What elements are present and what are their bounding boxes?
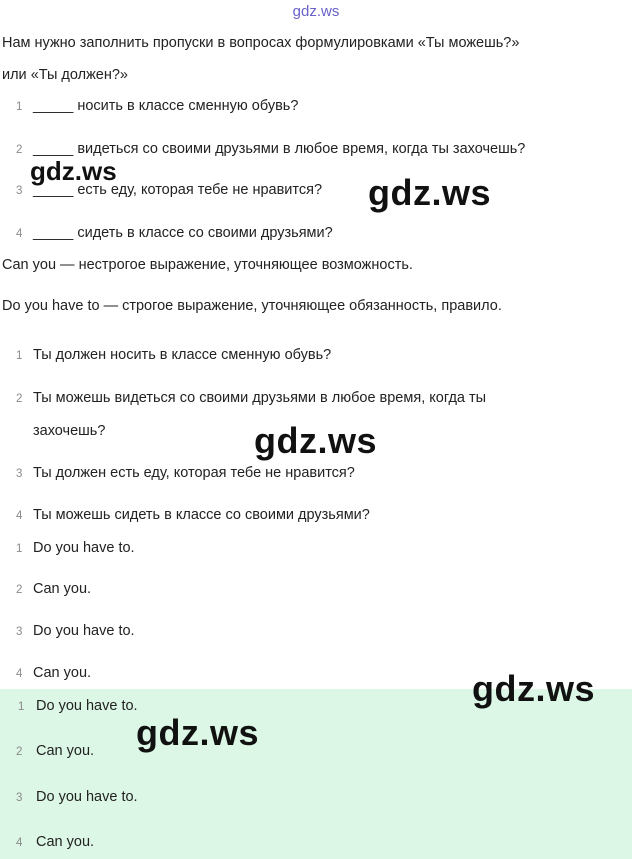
answer-number: 4 <box>16 668 23 680</box>
final-answer-text: Do you have to. <box>36 698 138 714</box>
intro-line-1: Нам нужно заполнить пропуски в вопросах формулировками «Ты можешь?» <box>2 35 520 51</box>
final-answer-number: 3 <box>16 792 23 804</box>
answer-text: Can you. <box>33 581 92 597</box>
translation-text: Ты должен есть еду, которая тебе не нравится? <box>33 465 355 481</box>
final-answer-number: 4 <box>16 837 23 849</box>
translation-number: 3 <box>16 468 23 480</box>
final-answer-text: Can you. <box>36 834 95 850</box>
question-number: 1 <box>16 101 23 113</box>
final-answer-number: 1 <box>18 701 25 713</box>
final-answer-number: 2 <box>16 746 23 758</box>
answer-highlight-block <box>0 689 632 859</box>
answer-number: 3 <box>16 626 23 638</box>
question-text: _____ видеться со своими друзьями в любое время, когда ты захочешь? <box>33 141 526 157</box>
translation-text: Ты можешь сидеть в классе со своими друзьями? <box>33 507 370 523</box>
translation-text-continued: захочешь? <box>33 423 106 439</box>
question-number: 4 <box>16 228 23 240</box>
final-answer-text: Can you. <box>36 743 95 759</box>
translation-text: Ты можешь видеться со своими друзьями в любое время, когда ты <box>33 390 487 406</box>
watermark: gdz.ws <box>30 156 117 186</box>
intro-line-2: или «Ты должен?» <box>2 67 128 83</box>
note-do-you-have-to: Do you have to — строгое выражение, уточняющее обязанность, правило. <box>2 298 502 314</box>
answer-number: 2 <box>16 584 23 596</box>
watermark: gdz.ws <box>136 712 260 753</box>
translation-number: 4 <box>16 510 23 522</box>
translation-number: 1 <box>16 350 23 362</box>
translation-text: Ты должен носить в классе сменную обувь? <box>33 347 332 363</box>
question-text: _____ носить в классе сменную обувь? <box>33 98 299 114</box>
question-text: _____ есть еду, которая тебе не нравится? <box>33 182 323 198</box>
final-answer-text: Do you have to. <box>36 789 138 805</box>
translation-number: 2 <box>16 393 23 405</box>
site-mark-link[interactable]: gdz.ws <box>292 3 340 20</box>
watermark: gdz.ws <box>254 420 378 461</box>
question-number: 2 <box>16 144 23 156</box>
answer-number: 1 <box>16 543 23 555</box>
answer-text: Do you have to. <box>33 540 135 556</box>
question-text: _____ сидеть в классе со своими друзьями? <box>33 225 333 241</box>
watermark: gdz.ws <box>472 668 596 709</box>
note-can-you: Can you — нестрогое выражение, уточняющее возможность. <box>2 257 413 273</box>
watermark: gdz.ws <box>368 172 492 213</box>
question-number: 3 <box>16 185 23 197</box>
answer-text: Can you. <box>33 665 92 681</box>
answer-text: Do you have to. <box>33 623 135 639</box>
